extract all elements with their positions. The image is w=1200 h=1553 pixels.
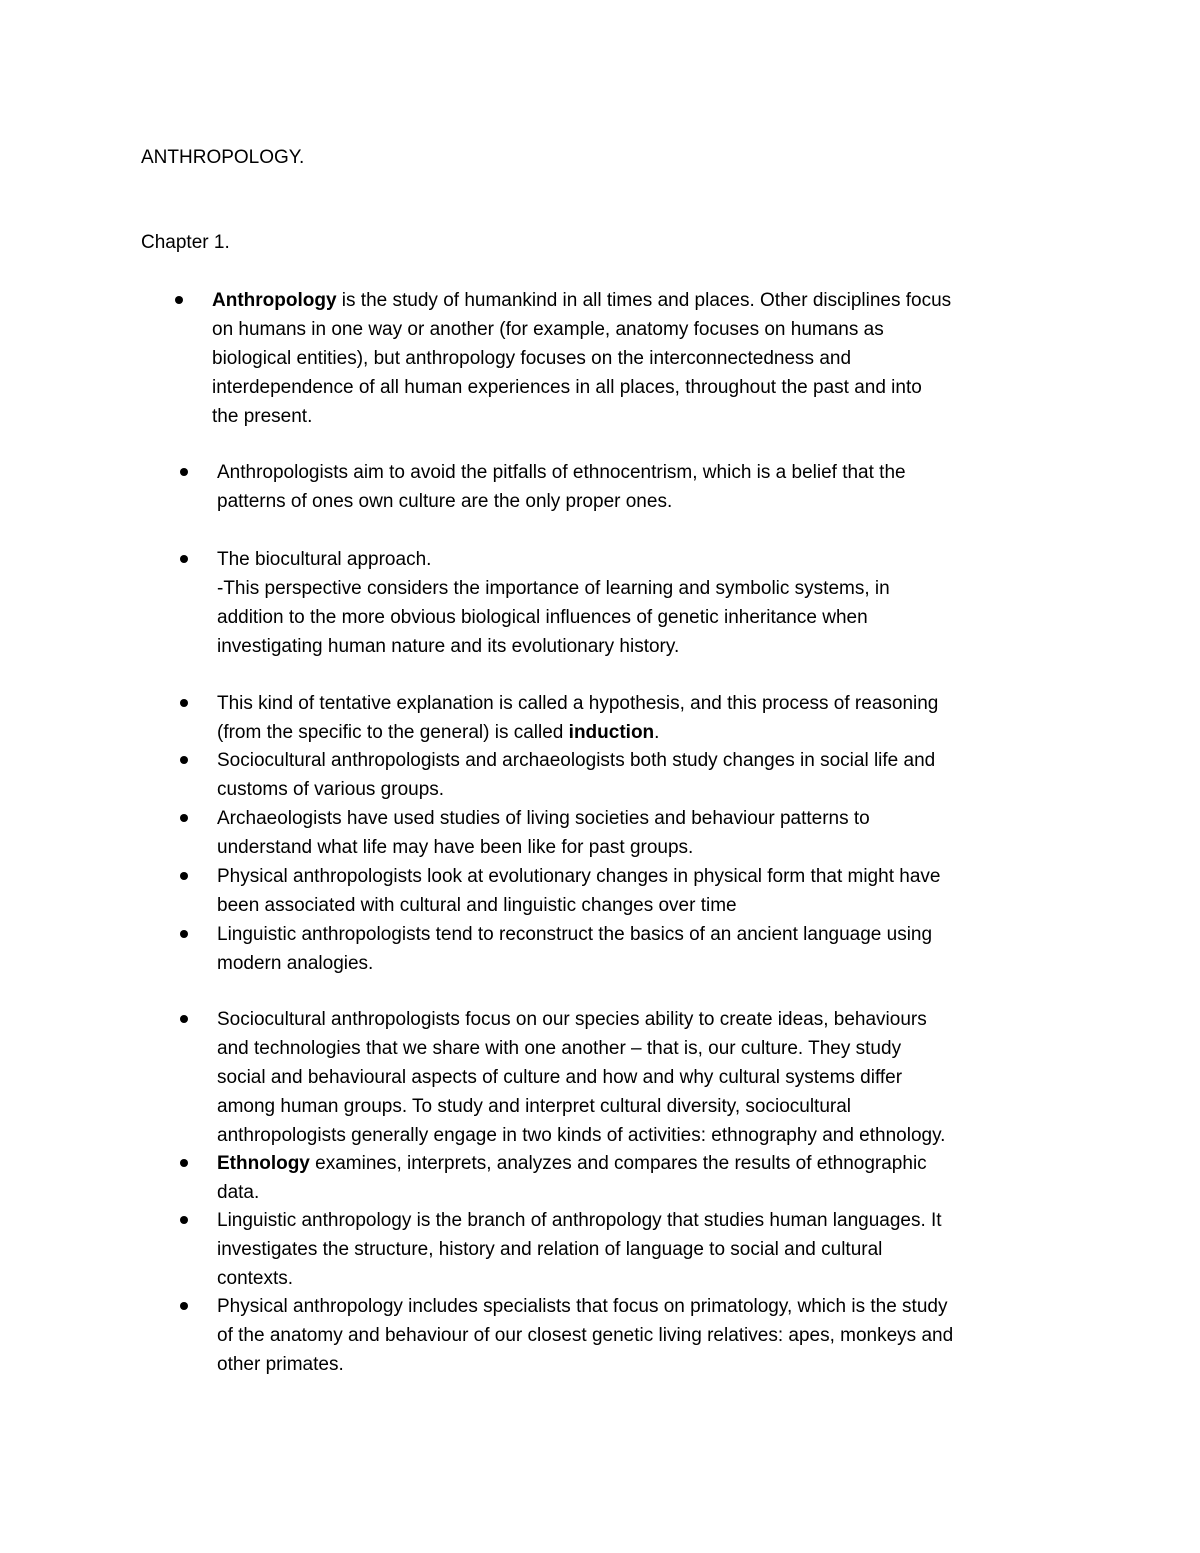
bullet-marker <box>180 1015 188 1023</box>
text-line: Linguistic anthropology is the branch of anthropology that studies human languages. It <box>217 1210 942 1231</box>
bullet-marker <box>175 296 183 304</box>
text-line: modern analogies. <box>217 953 374 974</box>
text-line: been associated with cultural and linguistic changes over time <box>217 895 737 916</box>
text-line: Anthropologists aim to avoid the pitfalls of ethnocentrism, which is a belief that the <box>217 462 906 483</box>
text-line: -This perspective considers the importance of learning and symbolic systems, in <box>217 578 890 599</box>
text-line: investigates the structure, history and relation of language to social and cultural <box>217 1239 883 1260</box>
bullet-marker <box>180 1216 188 1224</box>
text-line: of the anatomy and behaviour of our closest genetic living relatives: apes, monkeys and <box>217 1325 954 1346</box>
bullet-marker <box>180 930 188 938</box>
list-item <box>217 689 1067 747</box>
text-line: Ethnology examines, interprets, analyzes and compares the results of ethnographic <box>217 1153 927 1174</box>
text-line: Anthropology is the study of humankind in all times and places. Other disciplines focus <box>212 290 952 311</box>
text-line: interdependence of all human experiences in all places, throughout the past and into <box>212 377 922 398</box>
list-item <box>217 1149 1067 1207</box>
bullet-marker <box>180 555 188 563</box>
bullet-marker <box>180 1159 188 1167</box>
text-line: Physical anthropology includes specialists that focus on primatology, which is the study <box>217 1296 948 1317</box>
text-line: contexts. <box>217 1268 294 1289</box>
text-line: among human groups. To study and interpret cultural diversity, sociocultural <box>217 1096 852 1117</box>
text-line: The biocultural approach. <box>217 549 432 570</box>
list-item <box>217 458 1067 516</box>
list-item <box>212 286 1062 431</box>
text-line: and technologies that we share with one another – that is, our culture. They study <box>217 1038 902 1059</box>
list-item <box>217 804 1067 862</box>
text-line: investigating human nature and its evolutionary history. <box>217 636 680 657</box>
bullet-marker <box>180 699 188 707</box>
text-line: social and behavioural aspects of culture and how and why cultural systems differ <box>217 1067 903 1088</box>
text-line: Sociocultural anthropologists and archaeologists both study changes in social life and <box>217 750 936 771</box>
list-item <box>217 545 1067 661</box>
text-line: anthropologists generally engage in two kinds of activities: ethnography and ethnology. <box>217 1125 946 1146</box>
text-line: data. <box>217 1182 260 1203</box>
text-line: the present. <box>212 406 313 427</box>
text-line: patterns of ones own culture are the only proper ones. <box>217 491 673 512</box>
list-item <box>217 920 1067 978</box>
list-item <box>217 1292 1067 1379</box>
bullet-marker <box>180 1302 188 1310</box>
list-item <box>217 746 1067 804</box>
text-line: (from the specific to the general) is called induction. <box>217 722 660 743</box>
bullet-marker <box>180 814 188 822</box>
text-line: biological entities), but anthropology focuses on the interconnectedness and <box>212 348 852 369</box>
term-ethnology: Ethnology <box>217 1153 310 1174</box>
text-line: other primates. <box>217 1354 344 1375</box>
term-anthropology: Anthropology <box>212 290 337 311</box>
bullet-marker <box>180 468 188 476</box>
text-line: Archaeologists have used studies of living societies and behaviour patterns to <box>217 808 870 829</box>
list-item <box>217 1005 1067 1150</box>
list-item <box>217 862 1067 920</box>
text-line: Linguistic anthropologists tend to reconstruct the basics of an ancient language using <box>217 924 933 945</box>
text-line: understand what life may have been like for past groups. <box>217 837 694 858</box>
text-line: on humans in one way or another (for example, anatomy focuses on humans as <box>212 319 884 340</box>
text-line: This kind of tentative explanation is called a hypothesis, and this process of reasoning <box>217 693 939 714</box>
list-item <box>217 1206 1067 1293</box>
chapter-heading: Chapter 1. <box>141 232 230 253</box>
document-title: ANTHROPOLOGY. <box>141 147 305 168</box>
term-induction: induction <box>568 722 655 743</box>
text-line: Physical anthropologists look at evolutionary changes in physical form that might have <box>217 866 941 887</box>
bullet-marker <box>180 756 188 764</box>
text-line: customs of various groups. <box>217 779 445 800</box>
text-line: Sociocultural anthropologists focus on our species ability to create ideas, behaviours <box>217 1009 927 1030</box>
text-line: addition to the more obvious biological influences of genetic inheritance when <box>217 607 868 628</box>
bullet-marker <box>180 872 188 880</box>
